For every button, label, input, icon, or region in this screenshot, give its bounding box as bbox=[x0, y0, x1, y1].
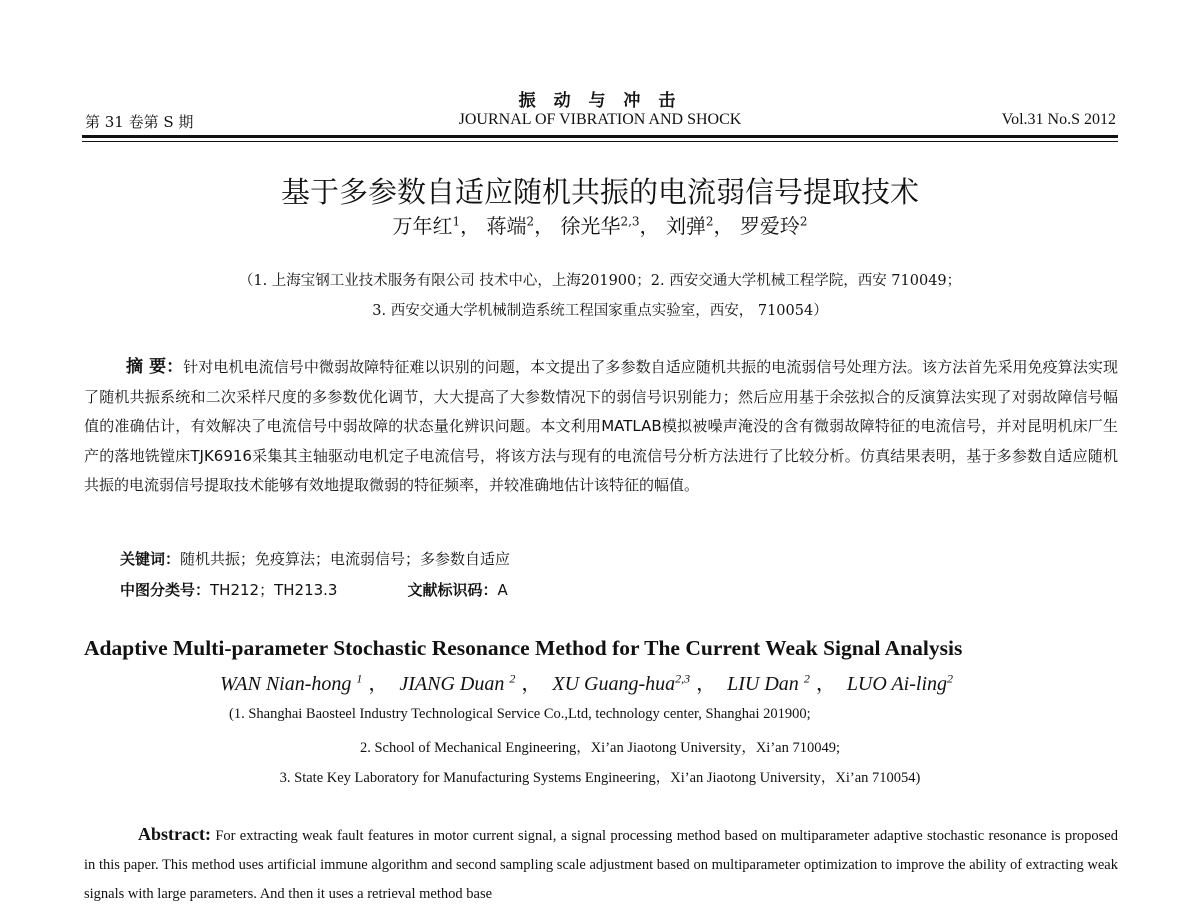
journal-name-cn: 振 动 与 冲 击 bbox=[518, 91, 682, 111]
authors-cn bbox=[0, 210, 1200, 239]
doc-code-label: 文献标识码： bbox=[407, 581, 498, 599]
author-cn: 刘弹$^2$， bbox=[665, 214, 734, 238]
header-rule-thin bbox=[82, 141, 1118, 142]
author-en: LIU Dan $^2$ bbox=[727, 671, 810, 695]
keywords bbox=[120, 548, 510, 569]
volume-info: Vol.31 No.S 2012 bbox=[1001, 111, 1116, 128]
abstract-cn-label: 摘 要： bbox=[126, 357, 184, 377]
affiliation-en-line-2: 2. School of Mechanical Engineering，Xi’an Jiaotong University，Xi’an 710049; bbox=[359, 740, 840, 756]
author-en: XU Guang-hua$^{2,3}$ bbox=[552, 671, 691, 695]
keywords-text: 随机共振；免疫算法；电流弱信号；多参数自适应 bbox=[180, 550, 511, 568]
abstract-en bbox=[84, 820, 1118, 909]
author-cn: 罗爱玲$^2$ bbox=[739, 214, 808, 238]
classification bbox=[120, 579, 508, 600]
keywords-label: 关键词： bbox=[120, 550, 181, 568]
journal-name-en: JOURNAL OF VIBRATION AND SHOCK bbox=[458, 111, 742, 128]
clc-value: TH212；TH213.3 bbox=[210, 581, 338, 599]
author-cn: 徐光华$^{2,3}$， bbox=[560, 214, 660, 238]
header-rule-thick bbox=[82, 135, 1118, 138]
affiliation-en-line-3: 3. State Key Laboratory for Manufacturing Systems Engineering，Xi’an Jiaotong University，Xi’an 710054) bbox=[279, 770, 921, 786]
author-en: JIANG Duan $^2$ bbox=[399, 671, 516, 695]
issue-cn: 第 31 卷第 S 期 bbox=[85, 113, 194, 131]
paper-title-cn: 基于多参数自适应随机共振的电流弱信号提取技术 bbox=[280, 175, 919, 209]
author-cn: 蒋端$^2$， bbox=[486, 214, 555, 238]
affiliation-en-line-1: (1. Shanghai Baosteel Industry Technological Service Co.,Ltd, technology center, Shanghai 201900; bbox=[229, 706, 811, 722]
author-cn: 万年红$^1$， bbox=[392, 214, 481, 238]
abstract-cn-text: 针对电机电流信号中微弱故障特征难以识别的问题，本文提出了多参数自适应随机共振的电流弱信号处理方法。该方法首先采用免疫算法实现了随机共振系统和二次采样尺度的多参数优化调节，大大提高了大参数情况下的弱信号识别能力；然后应用基于余弦拟合的反演算法实现了对弱故障信号幅值的准确估计，有效解决了电流信号中弱故障的状态量化辨识问题。本文利用MATLAB模拟被噪声淹没的含有微弱故障特征的电流信号，并对昆明机床厂生产的落地铣镗床TJK6916采集其主轴驱动电机定子电流信号，将该方法与现有的电流信号分析方法进行了比较分析。仿真结果表明，基于多参数自适应随机共振的电流弱信号提取技术能够有效地提取微弱的特征频率，并较准确地估计该特征的幅值。 bbox=[84, 358, 1118, 494]
paper-title-en: Adaptive Multi-parameter Stochastic Resonance Method for The Current Weak Signal Analysis bbox=[84, 636, 963, 660]
doc-code-value: A bbox=[497, 581, 508, 599]
clc-label: 中图分类号： bbox=[120, 581, 211, 599]
abstract-en-label: Abstract: bbox=[138, 824, 211, 844]
author-en: WAN Nian-hong $^1$ bbox=[220, 671, 363, 695]
affiliation-cn-line-2: 3. 西安交通大学机械制造系统工程国家重点实验室，西安， 710054） bbox=[372, 303, 828, 319]
author-en: LUO Ai-ling$^2$ bbox=[846, 671, 954, 695]
authors-en: WAN Nian-hong $^1$ ， JIANG Duan $^2$ ， XU Guang-hua$^{2,3}$ ， LIU Dan $^2$ ， LUO Ai-ling$^2$ bbox=[220, 671, 954, 695]
abstract-cn bbox=[84, 353, 1118, 501]
abstract-en-text: For extracting weak fault features in motor current signal, a signal processing method based on multiparameter adaptive stochastic resonance is proposed in this paper. This method uses artificial immune algorithm and second sampling scale adjustment based on multiparameter optimization to improve the ability of extracting weak signals with large parameters. And then it uses a retrieval method base bbox=[84, 828, 1118, 902]
affiliation-cn-line-1: （1. 上海宝钢工业技术服务有限公司 技术中心，上海201900；2. 西安交通大学机械工程学院，西安 710049； bbox=[238, 273, 962, 289]
